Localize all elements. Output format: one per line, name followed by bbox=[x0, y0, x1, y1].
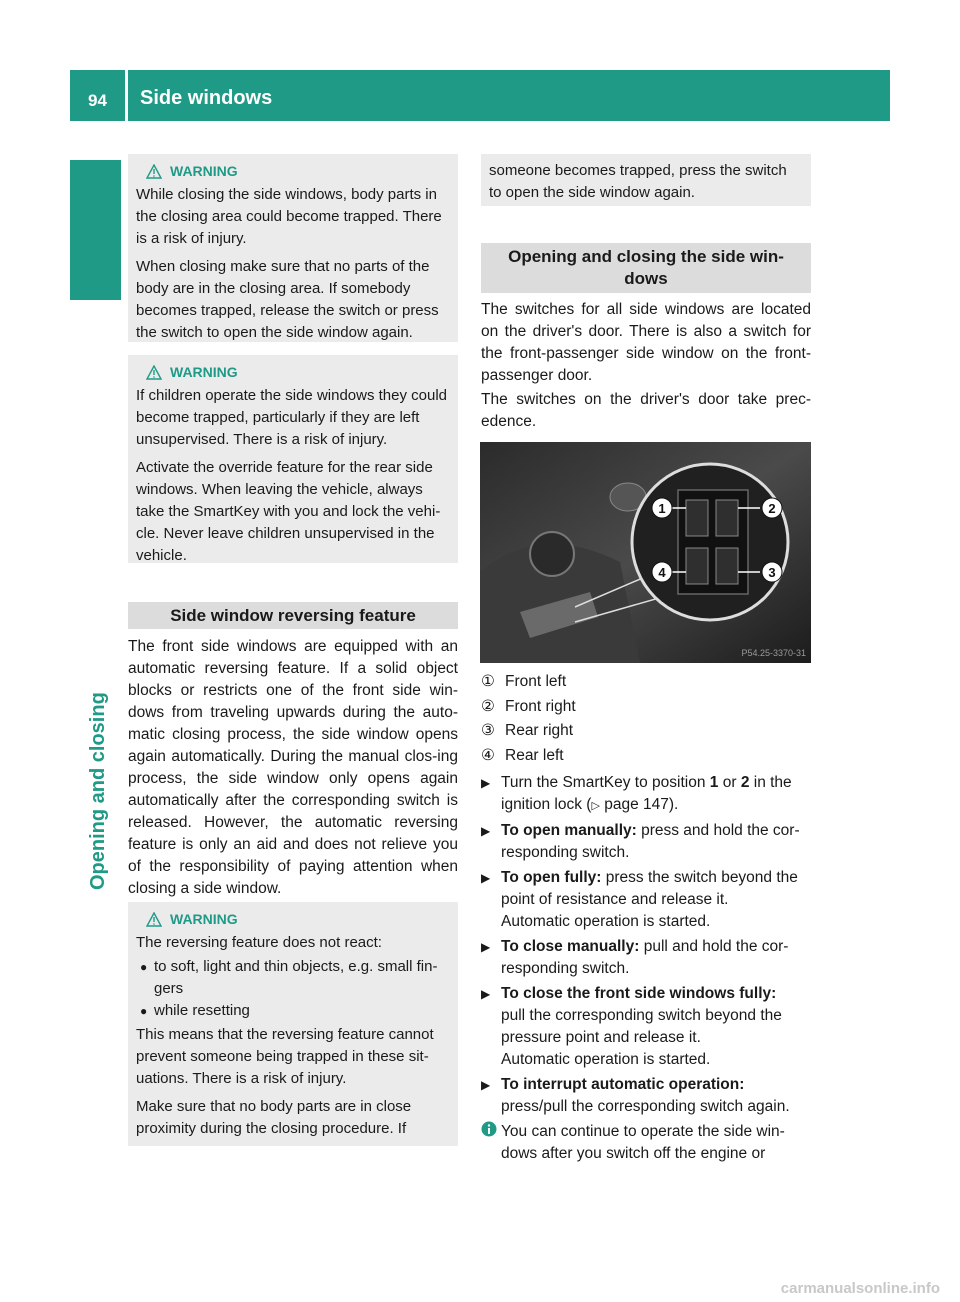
warning-text: Make sure that no body parts are in close proximity during the closing procedure. If bbox=[136, 1098, 412, 1137]
legend-item: ① Front left bbox=[481, 670, 811, 695]
speaker-icon bbox=[530, 532, 574, 576]
bullet-icon: ● bbox=[140, 1004, 148, 1018]
step-arrow-icon: ▶ bbox=[481, 871, 491, 885]
legend-item: ④ Rear left bbox=[481, 744, 811, 769]
warning-text: Activate the override feature for the rear side windows. When leaving the vehicle, always take the SmartKey with you and lock the vehi-cle. Never leave children unsupervised in the vehicle. bbox=[136, 459, 441, 564]
legend-number: ③ bbox=[481, 722, 495, 739]
callout-label: 1 bbox=[658, 501, 666, 516]
door-switch-figure bbox=[480, 442, 811, 663]
warning-box-continued bbox=[481, 154, 811, 206]
instruction-step: ▶ To open manually: press and hold the cor-responding switch. bbox=[481, 820, 811, 864]
figure-legend bbox=[481, 670, 811, 768]
figure-code: P54.25-3370-31 bbox=[741, 648, 806, 658]
instruction-step: ▶ To close manually: pull and hold the cor-responding switch. bbox=[481, 936, 811, 980]
warning-triangle-icon bbox=[146, 365, 162, 380]
window-switch bbox=[716, 500, 738, 536]
list-item: ● to soft, light and thin objects, e.g. small fin-gers bbox=[136, 956, 450, 1000]
callout-label: 4 bbox=[658, 565, 666, 580]
step-arrow-icon: ▶ bbox=[481, 824, 491, 838]
section-body-reversing bbox=[128, 636, 458, 900]
chapter-label: Opening and closing bbox=[87, 692, 109, 890]
step-arrow-icon: ▶ bbox=[481, 1078, 491, 1092]
page-number: 94 bbox=[88, 91, 107, 110]
step-arrow-icon: ▶ bbox=[481, 987, 491, 1001]
callout-label: 3 bbox=[768, 565, 776, 580]
instruction-steps bbox=[481, 772, 811, 1165]
window-switch bbox=[686, 500, 708, 536]
warning-heading bbox=[136, 160, 450, 182]
warning-label: WARNING bbox=[170, 911, 238, 927]
info-icon bbox=[481, 1121, 501, 1165]
warning-box-2 bbox=[128, 355, 458, 563]
warning-triangle-icon bbox=[146, 912, 162, 927]
warning-heading bbox=[136, 908, 450, 930]
bullet-icon: ● bbox=[140, 960, 148, 974]
page-title: Side windows bbox=[140, 87, 273, 109]
warning-text: When closing make sure that no parts of the body are in the closing area. If somebody becomes trapped, release the switch or press the switch to open the side window again. bbox=[136, 258, 439, 341]
window-switch bbox=[716, 548, 738, 584]
warning-text: If children operate the side windows they could become trapped, particularly if they are left unsupervised. There is a risk of injury. bbox=[136, 387, 448, 448]
legend-number: ④ bbox=[481, 746, 495, 764]
warning-box-1 bbox=[128, 154, 458, 342]
paragraph: The switches on the driver's door take prec-edence. bbox=[481, 391, 811, 430]
page-ref-icon: ▷ bbox=[591, 800, 600, 812]
paragraph: The front side windows are equipped with an automatic reversing feature. If a solid object blocks or restricts one of the front side win-dows from traveling upwards during the auto-matic closing process, the side window opens again automatically. During the manual clos-ing process, the side window only opens again automatically after the corresponding switch is released. However, the automatic reversing feature is only an aid and does not relieve you of the responsibility of paying attention when closing a side window. bbox=[128, 638, 458, 897]
info-note: You can continue to operate the side win-dows after you switch off the engine or bbox=[481, 1121, 811, 1165]
watermark: carmanualsonline.info bbox=[780, 1280, 940, 1297]
warning-triangle-icon bbox=[146, 164, 162, 179]
section-body-opening-closing bbox=[481, 299, 811, 433]
window-switch bbox=[686, 548, 708, 584]
list-item: ● while resetting bbox=[136, 1000, 450, 1022]
page-header bbox=[70, 70, 890, 121]
section-heading-reversing: Side window reversing feature bbox=[128, 602, 458, 629]
chapter-tab bbox=[70, 160, 121, 300]
legend-item: ③ Rear right bbox=[481, 719, 811, 744]
callout-label: 2 bbox=[768, 501, 776, 516]
warning-label: WARNING bbox=[170, 364, 238, 380]
warning-text: The reversing feature does not react: bbox=[136, 934, 382, 951]
instruction-step: ▶ To interrupt automatic operation: press/pull the corresponding switch again. bbox=[481, 1074, 811, 1118]
instruction-step: ▶ To open fully: press the switch beyond the point of resistance and release it. Automatic operation is started. bbox=[481, 867, 811, 933]
warning-heading bbox=[136, 361, 450, 383]
legend-number: ① bbox=[481, 673, 495, 690]
warning-text: someone becomes trapped, press the switch to open the side window again. bbox=[489, 162, 787, 201]
instruction-step: ▶ To close the front side windows fully: pull the corresponding switch beyond the pressure point and release it. Automatic operation is started. bbox=[481, 983, 811, 1071]
warning-label: WARNING bbox=[170, 163, 238, 179]
warning-text: This means that the reversing feature cannot prevent someone being trapped in these sit-uations. There is a risk of injury. bbox=[136, 1026, 434, 1087]
warning-box-3 bbox=[128, 902, 458, 1146]
paragraph: The switches for all side windows are located on the driver's door. There is also a switch for the front-passenger side window on the front-passenger door. bbox=[481, 301, 811, 384]
instruction-step: ▶ Turn the SmartKey to position 1 or 2 in the ignition lock (▷ page 147). bbox=[481, 772, 811, 817]
legend-number: ② bbox=[481, 697, 495, 715]
step-arrow-icon: ▶ bbox=[481, 776, 491, 790]
header-divider bbox=[125, 70, 128, 121]
step-arrow-icon: ▶ bbox=[481, 940, 491, 954]
warning-text: While closing the side windows, body parts in the closing area could become trapped. There is a risk of injury. bbox=[136, 186, 442, 247]
section-heading-opening-closing: Opening and closing the side win-dows bbox=[481, 243, 811, 293]
legend-item: ② Front right bbox=[481, 695, 811, 720]
